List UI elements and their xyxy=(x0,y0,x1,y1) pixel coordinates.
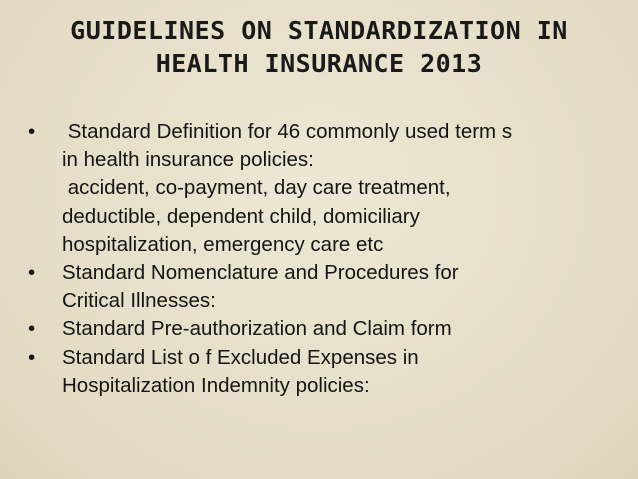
title-line-2: HEALTH INSURANCE 2013 xyxy=(155,49,483,78)
bullet-text-line: Standard Definition for 46 commonly used term s xyxy=(62,120,513,143)
bullet-text-line: in health insurance policies: xyxy=(62,148,314,172)
bullet-marker: • xyxy=(28,317,36,341)
bullet-item xyxy=(28,259,618,315)
bullet-text-line: deductible, dependent child, domiciliary xyxy=(62,204,420,228)
bullet-text-line: hospitalization, emergency care etc xyxy=(62,232,384,256)
bullet-marker: • xyxy=(28,261,36,285)
bullet-text-line: Standard Pre-authorization and Claim form xyxy=(62,317,452,341)
title-line-1: GUIDELINES ON STANDARDIZATION IN xyxy=(70,16,568,45)
bullet-text-line: Standard Nomenclature and Procedures for xyxy=(62,261,459,285)
bullet-text-line: accident, co-payment, day care treatment, xyxy=(62,176,451,200)
slide-title xyxy=(40,14,598,80)
bullet-marker: • xyxy=(28,120,36,143)
bullet-item xyxy=(28,344,618,400)
bullet-item xyxy=(28,118,618,259)
bullet-text-line: Standard List o f Excluded Expenses in xyxy=(62,345,419,369)
bullet-text-line: Critical Illnesses: xyxy=(62,289,216,313)
bullet-marker: • xyxy=(28,345,36,369)
bullet-item xyxy=(28,315,618,343)
bullet-list xyxy=(28,118,618,400)
bullet-text-line: Hospitalization Indemnity policies: xyxy=(62,373,370,397)
